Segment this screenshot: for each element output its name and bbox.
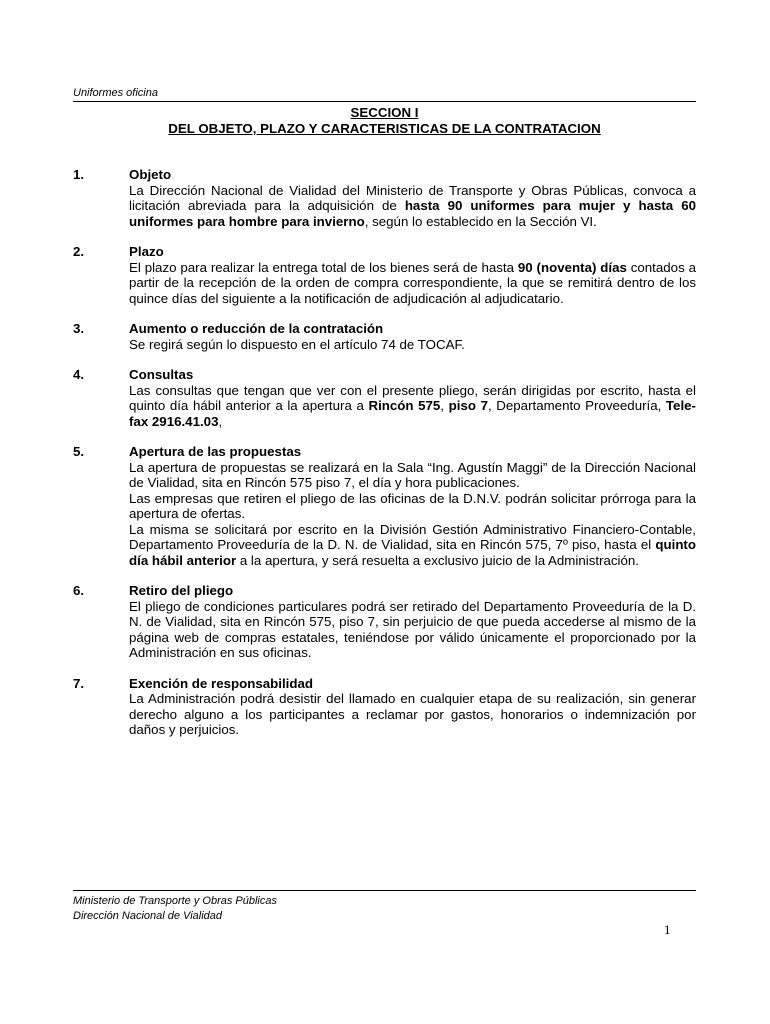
section-plazo — [73, 244, 696, 306]
section-apertura — [73, 444, 696, 568]
paragraph — [129, 383, 696, 430]
section-heading: Retiro del pliego — [129, 583, 234, 598]
section-title-block — [73, 105, 696, 137]
paragraph — [129, 260, 696, 307]
text-run: , según lo establecido en la Sección VI. — [364, 213, 597, 229]
section-objeto — [73, 167, 696, 229]
text-run: Las consultas que tengan que ver con el presente pliego, serán dirigidas por escrito, hasta el quinto día hábil anterior a la apertura a — [129, 382, 696, 413]
text-run: contados a partir de la recepción de la orden de compra correspondiente, la que se remitirá dentro de los quince días del siguiente a la notificación de adjudicación al adjudicatario. — [129, 259, 696, 306]
paragraph: El pliego de condiciones particulares podrá ser retirado del Departamento Proveeduría de la D. N. de Vialidad, sita en Rincón 575, piso 7, sin perjuicio de que pueda accederse al mismo de la página web de compras estatales, teniéndose por válido únicamente el proporcionado por la Administración en sus oficinas. — [129, 598, 696, 660]
paragraph — [129, 183, 696, 230]
running-header: Uniformes oficina — [73, 87, 158, 99]
footer-ministry: Ministerio de Transporte y Obras Públicas — [73, 895, 277, 907]
section-heading: Objeto — [129, 167, 172, 182]
bold-run: 90 (noventa) días — [517, 259, 627, 275]
section-aumento-reduccion — [73, 321, 696, 352]
bold-run: hasta 90 uniformes para mujer y hasta 60 uniformes para hombre para invierno — [129, 198, 696, 229]
section-number: 4. — [73, 367, 85, 382]
section-number: 6. — [73, 583, 85, 598]
bold-run: Rincón 575 — [368, 398, 441, 413]
bold-run: quinto día hábil anterior — [129, 537, 696, 568]
text-run: , — [440, 398, 449, 413]
section-heading: Aumento o reducción de la contratación — [129, 321, 384, 336]
bold-run: piso 7 — [448, 398, 488, 413]
sections-list — [73, 167, 696, 738]
paragraph: La apertura de propuestas se realizará en la Sala “Ing. Agustín Maggi” de la Dirección Nacional de Vialidad, sita en Rincón 575 piso 7, el día y hora publicaciones. — [129, 459, 696, 490]
footer-direction: Dirección Nacional de Vialidad — [73, 910, 222, 922]
section-heading: Consultas — [129, 367, 194, 382]
section-title: SECCION I — [350, 105, 419, 120]
page-number: 1 — [664, 922, 671, 937]
section-heading: Apertura de las propuestas — [129, 444, 302, 459]
section-consultas — [73, 367, 696, 429]
footer — [73, 894, 277, 924]
section-body — [129, 599, 696, 661]
text-run: , Departamento Proveeduría, — [487, 398, 666, 413]
paragraph: La Administración podrá desistir del llamado en cualquier etapa de su realización, sin generar derecho alguno a los participantes a reclamar por gastos, honorarios o indemnización por daños y perjuicios. — [129, 691, 696, 737]
section-number: 5. — [73, 444, 85, 459]
section-number: 7. — [73, 675, 85, 691]
paragraph — [129, 522, 696, 569]
text-run: a la apertura, y será resuelta a exclusivo juicio de la Administración. — [236, 552, 639, 568]
section-exencion — [73, 676, 696, 738]
text-run: El plazo para realizar la entrega total de los bienes será de hasta — [129, 259, 518, 275]
section-body — [129, 183, 696, 230]
section-number: 1. — [73, 167, 85, 182]
section-body — [129, 691, 696, 738]
bold-run: Tele-fax 2916.41.03 — [129, 398, 696, 429]
section-number: 3. — [73, 321, 85, 336]
text-run: La Dirección Nacional de Vialidad del Ministerio de Transporte y Obras Públicas, convoca a licitación abreviada para la adquisición de — [129, 182, 696, 213]
text-run: La misma se solicitará por escrito en la División Gestión Administrativo Financiero-Contable, Departamento Proveeduría de la D. N. de Vialidad, sita en Rincón 575, 7º piso, hasta el — [129, 521, 696, 552]
section-heading: Exención de responsabilidad — [129, 675, 313, 691]
paragraph: Se regirá según lo dispuesto en el artículo 74 de TOCAF. — [129, 336, 465, 352]
section-body — [129, 383, 696, 430]
text-run: , — [218, 413, 223, 429]
section-heading: Plazo — [129, 244, 164, 259]
section-number: 2. — [73, 244, 85, 259]
section-body — [129, 337, 696, 353]
section-retiro-pliego — [73, 583, 696, 661]
paragraph: Las empresas que retiren el pliego de las oficinas de la D.N.V. podrán solicitar prórroga para la apertura de ofertas. — [129, 490, 696, 521]
footer-rule — [73, 890, 696, 891]
section-body — [129, 260, 696, 307]
header-rule — [73, 101, 696, 102]
section-body — [129, 460, 696, 569]
section-subtitle: DEL OBJETO, PLAZO Y CARACTERISTICAS DE LA CONTRATACION — [168, 121, 601, 136]
